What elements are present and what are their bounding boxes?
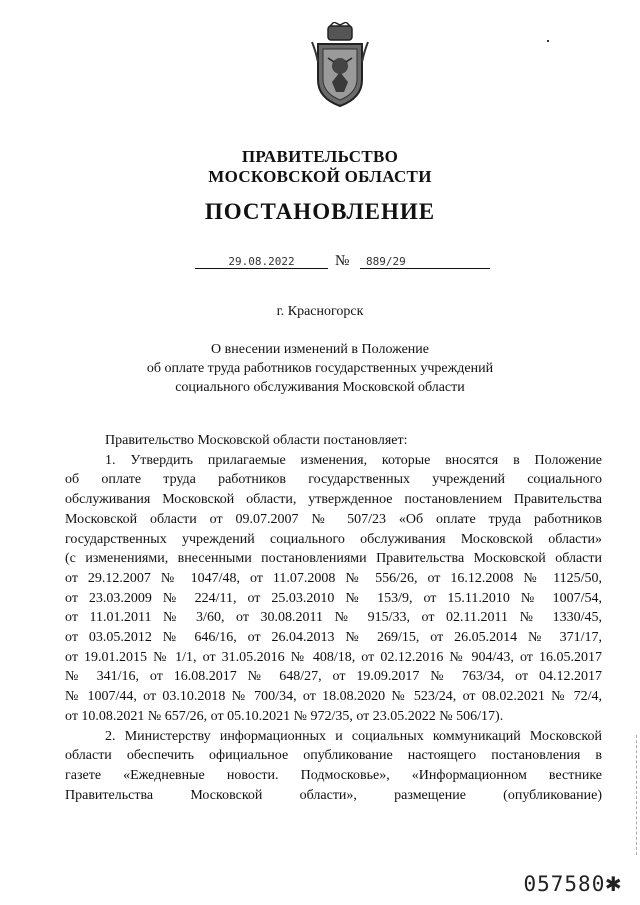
document-type: ПОСТАНОВЛЕНИЕ (204, 199, 436, 224)
star-icon: ✱ (605, 868, 622, 898)
paragraph-1-line: Московской области от 09.07.2007 № 507/23 «Об оплате труда работников (65, 511, 602, 527)
paragraph-2-line: газете «Ежедневные новости. Подмосковье», «Информационном вестнике (65, 767, 602, 783)
decree-body (65, 431, 602, 805)
government-line-2: МОСКОВСКОЙ ОБЛАСТИ (208, 167, 432, 186)
serial-number: 057580 (523, 872, 606, 896)
paragraph-1-line: 1. Утвердить прилагаемые изменения, которые вносятся в Положение (105, 452, 602, 468)
paragraph-1-line: № 1007/44, от 03.10.2018 № 700/34, от 18.08.2020 № 523/24, от 08.02.2021 № 72/4, (65, 689, 602, 705)
paragraph-2 (65, 727, 602, 806)
paragraph-1-line: от 19.01.2015 № 1/1, от 31.05.2016 № 408/18, от 02.12.2016 № 904/43, от 16.05.2017 (65, 649, 602, 665)
paragraph-2-line: 2. Министерству информационных и социальных коммуникаций Московской (105, 728, 602, 744)
paragraph-1-line: от 03.05.2012 № 646/16, от 26.04.2013 № 269/15, от 26.05.2014 № 371/17, (65, 630, 602, 646)
subject-line-1: О внесении изменений в Положение (210, 342, 429, 357)
paragraph-1-line: (с изменениями, внесенными постановлениями Правительства Московской области (65, 551, 602, 567)
paragraph-1 (65, 451, 602, 727)
decree-date: 29.08.2022 (195, 255, 328, 269)
paragraph-1-line: от 29.12.2007 № 1047/48, от 11.07.2008 № 556/26, от 16.12.2008 № 1125/50, (65, 570, 602, 586)
paragraph-1-line: от 10.08.2021 № 657/26, от 05.10.2021 № 972/35, от 23.05.2022 № 506/17). (65, 708, 504, 724)
government-line-1: ПРАВИТЕЛЬСТВО (241, 147, 399, 166)
paragraph-2-line: Правительства Московской области», размещение (опубликование) (65, 787, 602, 803)
serial-stamp (523, 868, 622, 898)
number-sign: № (335, 253, 350, 269)
paragraph-1-line: от 23.03.2009 № 224/11, от 25.03.2010 № 153/9, от 15.11.2010 № 1007/54, (65, 590, 602, 606)
paragraph-1-line: от 11.01.2011 № 3/60, от 30.08.2011 № 915/33, от 02.11.2011 № 1330/45, (65, 610, 602, 626)
paragraph-1-line: об оплате труда работников государственных учреждений социального (65, 472, 602, 488)
scan-edge (635, 735, 637, 855)
decree-subject (0, 340, 640, 397)
subject-line-2: об оплате труда работников государственных учреждений (146, 361, 494, 376)
scan-speck (547, 40, 549, 42)
moscow-oblast-coat-of-arms-icon (308, 22, 372, 108)
paragraph-1-line: № 341/16, от 16.08.2017 № 648/27, от 19.09.2017 № 763/34, от 04.12.2017 (65, 669, 602, 685)
date-number-line (195, 253, 495, 275)
city: г. Красногорск (276, 304, 364, 319)
paragraph-1-line: обслуживания Московской области, утвержденное постановлением Правительства (65, 492, 602, 508)
body-intro: Правительство Московской области постановляет: (105, 433, 408, 448)
paragraph-1-line: государственных учреждений социального обслуживания Московской области» (65, 531, 602, 547)
paragraph-2-line: области обеспечить официальное опубликование настоящего постановления в (65, 748, 602, 764)
government-title (0, 147, 640, 187)
decree-number: 889/29 (360, 255, 490, 269)
subject-line-3: социального обслуживания Московской области (175, 380, 465, 395)
